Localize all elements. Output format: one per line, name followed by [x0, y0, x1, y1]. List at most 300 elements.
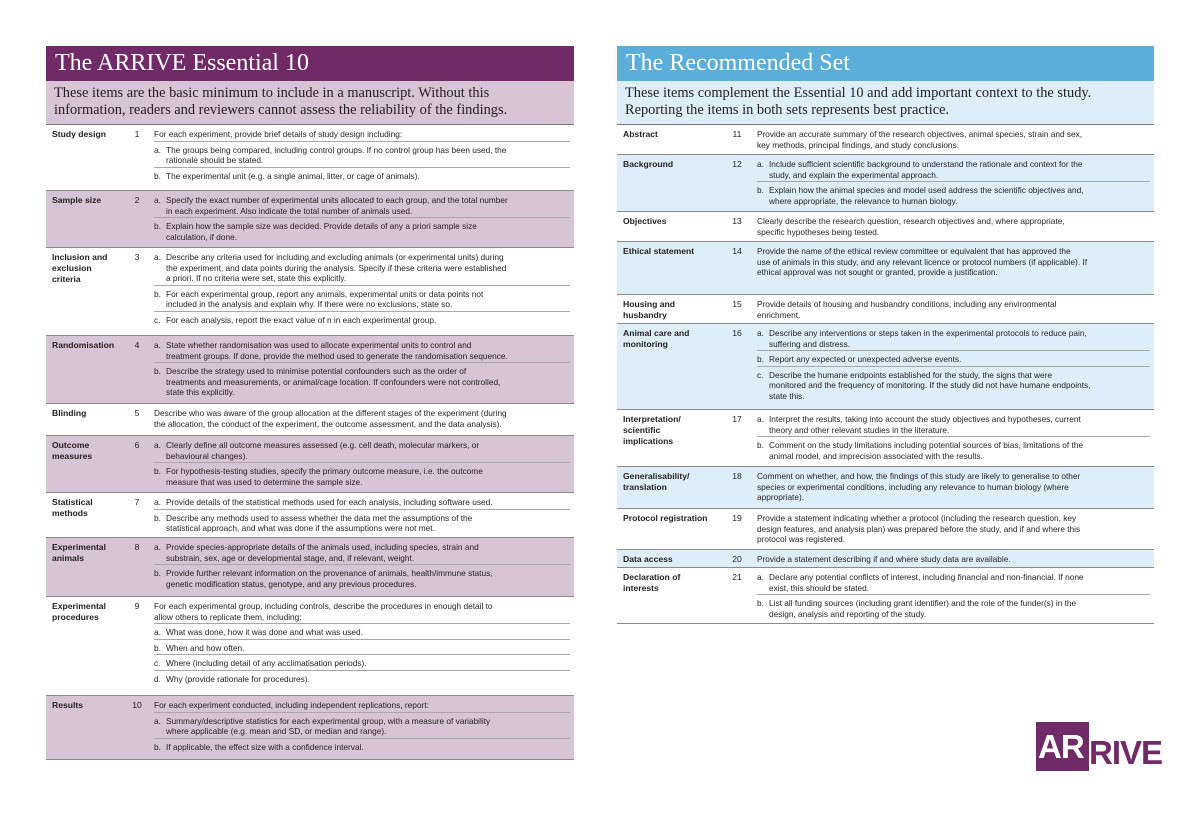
item-number: 13: [732, 216, 742, 226]
item-label: [623, 299, 733, 321]
item-label-line: Data access: [623, 554, 673, 564]
description-text: species or experimental conditions, including any relevance to human biology (where: [757, 481, 1069, 492]
description-line: [154, 221, 570, 232]
sub-item-marker: b.: [154, 221, 161, 231]
checklist-item: [617, 467, 1154, 509]
item-label-line: procedures: [52, 612, 99, 622]
description-line: [154, 700, 570, 711]
sub-item-marker: b.: [154, 288, 161, 299]
description-line: [757, 196, 1150, 207]
description-text: ethical approval was not sought or granted, provide a justification.: [757, 267, 998, 277]
sub-item-divider: [154, 564, 570, 565]
sub-item-marker: b.: [154, 466, 161, 476]
item-number: 17: [732, 414, 742, 424]
sub-item-marker: c.: [757, 369, 764, 380]
sub-item-marker: b.: [154, 170, 161, 181]
description-text: the allocation, the conduct of the experiment, the outcome assessment, and the data analysis).: [154, 418, 502, 429]
sub-item-marker: a.: [154, 497, 161, 507]
description-line: [154, 568, 570, 579]
description-line: [757, 170, 1150, 181]
description-line: [757, 583, 1150, 594]
description-line: [154, 579, 570, 590]
item-label-line: animals: [52, 553, 85, 563]
description-line: [757, 598, 1150, 609]
item-number: 6: [134, 440, 140, 450]
sub-item-marker: a.: [154, 440, 161, 450]
description-text: calculation, if done.: [166, 231, 238, 242]
description-text: For hypothesis-testing studies, specify the primary outcome measure, i.e. the outcome: [166, 466, 483, 476]
item-number: 19: [732, 513, 742, 523]
checklist-item: [46, 597, 574, 696]
item-label-line: Statistical: [52, 497, 93, 507]
description-line: [154, 129, 570, 140]
item-label-line: monitoring: [623, 339, 668, 349]
item-label-line: Protocol registration: [623, 513, 708, 523]
description-text: Describe any methods used to assess whether the data met the assumptions of the: [166, 512, 473, 523]
description-text: If applicable, the effect size with a confidence interval.: [166, 741, 364, 752]
description-text: For each experimental group, report any animals, experimental units or data points not: [166, 288, 484, 299]
description-text: Provide details of housing and husbandry conditions, including any environmental: [757, 299, 1057, 309]
item-label-line: translation: [623, 482, 667, 492]
description-line: [154, 351, 570, 362]
item-label-line: Outcome: [52, 440, 90, 450]
item-label-line: Experimental: [52, 542, 106, 552]
item-label: [623, 554, 733, 565]
item-number: 4: [134, 340, 140, 350]
item-label-line: Inclusion and: [52, 252, 108, 262]
description-text: Provide further relevant information on the provenance of animals, health/immune status,: [166, 568, 493, 578]
checklist-item: [46, 696, 574, 760]
description-text: monitored and the frequency of monitoring. If the study did not have humane endpoints,: [769, 380, 1091, 390]
description-text: Clearly describe the research question, research objectives and, where appropriate,: [757, 216, 1065, 226]
recommended-set-title: The Recommended Set: [617, 46, 1154, 81]
description-line: [154, 643, 570, 654]
description-text: statistical approach, and what was done if the assumptions were not met.: [166, 523, 435, 533]
description-text: For each analysis, report the exact value of n in each experimental group.: [166, 314, 437, 325]
description-text: State whether randomisation was used to allocate experimental units to control and: [166, 340, 472, 350]
item-label: [52, 195, 132, 206]
description-text: Specify the exact number of experimental units allocated to each group, and the total number: [166, 195, 508, 205]
item-label-line: Generalisability/: [623, 471, 690, 481]
description-text: protocol was registered.: [757, 534, 846, 544]
description-text: Provide an accurate summary of the research objectives, animal species, strain and sex,: [757, 129, 1083, 139]
item-label: [52, 601, 132, 623]
description-text: Describe the strategy used to minimise potential confounders such as the order of: [166, 366, 467, 376]
description-line: [154, 263, 570, 274]
checklist-item: [46, 436, 574, 493]
description-text: where applicable (e.g. mean and SD, or median and range).: [166, 726, 387, 736]
description-line: [757, 492, 1150, 503]
checklist-item: [46, 336, 574, 404]
item-number: 1: [134, 129, 140, 139]
description-line: [154, 658, 570, 669]
description-text: Describe the humane endpoints established for the study, the signs that were: [769, 369, 1053, 380]
description-text: Report any expected or unexpected adverse events.: [769, 354, 962, 364]
sub-item-divider: [154, 509, 570, 510]
sub-item-marker: b.: [154, 568, 161, 578]
description-line: [757, 216, 1150, 227]
checklist-item: [617, 155, 1154, 212]
description-line: [154, 477, 570, 488]
checklist-item: [617, 212, 1154, 242]
description-line: [154, 273, 570, 284]
item-number: 15: [732, 299, 742, 309]
item-number: 3: [134, 252, 140, 262]
description-line: [757, 534, 1150, 545]
description-line: [154, 171, 570, 182]
description-line: [757, 440, 1150, 451]
recommended-set-subtitle: [617, 81, 1154, 125]
item-label-line: exclusion: [52, 263, 92, 273]
item-label: [623, 129, 733, 140]
description-line: [154, 232, 570, 243]
description-text: Provide species-appropriate details of the animals used, including species, strain and: [166, 542, 479, 552]
description-text: specific hypotheses being tested.: [757, 226, 880, 237]
description-line: [154, 451, 570, 462]
description-line: [757, 414, 1150, 425]
item-label: [623, 414, 733, 447]
subtitle-line: These items complement the Essential 10 and add important context to the study.: [625, 85, 1092, 101]
checklist-item: [617, 242, 1154, 295]
description-line: [757, 554, 1150, 565]
description-line: [154, 716, 570, 727]
description-text: study, and explain the experimental approach.: [769, 169, 939, 180]
item-label-line: criteria: [52, 274, 81, 284]
description-line: [757, 471, 1150, 482]
description-text: Clearly define all outcome measures assessed (e.g. cell death, molecular markers, or: [166, 440, 480, 450]
item-label: [52, 252, 132, 285]
sub-item-divider: [154, 285, 570, 286]
sub-item-divider: [154, 141, 570, 142]
checklist-item: [46, 191, 574, 248]
description-line: [154, 674, 570, 685]
sub-item-marker: a.: [154, 144, 161, 155]
description-text: Summary/descriptive statistics for each experimental group, with a measure of variability: [166, 715, 491, 726]
item-label: [52, 700, 132, 711]
item-label: [52, 542, 132, 564]
description-text: For each experiment, provide brief details of study design including:: [154, 129, 403, 139]
description-text: Describe any interventions or steps taken in the experimental protocols to reduce pain,: [769, 328, 1087, 338]
item-label-line: Randomisation: [52, 340, 115, 350]
description-line: [757, 299, 1150, 310]
checklist-item: [617, 295, 1154, 324]
description-text: List all funding sources (including grant identifier) and the role of the funder(s) in the: [769, 598, 1077, 608]
description-text: key methods, principal findings, and study conclusions.: [757, 139, 960, 150]
description-text: allow others to replicate them, including:: [154, 611, 302, 622]
description-line: [154, 366, 570, 377]
item-label: [623, 216, 733, 227]
description-text: For each experiment conducted, including independent replications, report:: [154, 700, 429, 710]
subtitle-line: Reporting the items in both sets represents best practice.: [625, 101, 950, 118]
item-label-line: methods: [52, 508, 88, 518]
description-text: What was done, how it was done and what was used.: [166, 627, 363, 637]
description-line: [154, 523, 570, 534]
sub-item-divider: [154, 623, 570, 624]
subtitle-line: These items are the basic minimum to include in a manuscript. Without this: [54, 85, 490, 101]
sub-item-marker: a.: [154, 627, 161, 637]
checklist-item: [46, 248, 574, 336]
description-text: genetic modification status, genotype, and any previous procedures.: [166, 578, 417, 589]
description-line: [757, 159, 1150, 170]
description-text: Comment on the study limitations including potential sources of bias, limitations of the: [769, 440, 1084, 450]
description-line: [154, 340, 570, 351]
item-number: 9: [134, 601, 140, 611]
description-text: For each experimental group, including controls, describe the procedures in enough detail to: [154, 601, 493, 611]
sub-item-marker: b.: [154, 741, 161, 752]
sub-item-marker: b.: [154, 366, 161, 376]
description-text: exist, this should be stated.: [769, 582, 870, 593]
essential-10-title: The ARRIVE Essential 10: [46, 46, 574, 81]
description-text: Comment on whether, and how, the findings of this study are likely to generalise to other: [757, 471, 1081, 481]
item-label-line: Declaration of: [623, 572, 681, 582]
description-text: animal model, and imprecision associated with the results.: [769, 450, 983, 461]
description-text: design, analysis and reporting of the study.: [769, 608, 927, 619]
description-text: Explain how the animal species and model used address the scientific objectives and,: [769, 185, 1084, 195]
item-label-line: Objectives: [623, 216, 667, 226]
description-line: [757, 185, 1150, 196]
item-label: [52, 497, 132, 519]
description-text: included in the analysis and explain why. If there were no exclusions, state so.: [166, 299, 453, 309]
description-text: Provide a statement indicating whether a protocol (including the research question, key: [757, 513, 1077, 523]
description-line: [154, 299, 570, 310]
description-line: [757, 513, 1150, 524]
description-text: behavioural changes).: [166, 450, 248, 461]
checklist-item: [617, 550, 1154, 568]
description-line: [154, 513, 570, 524]
description-text: in each experiment. Also indicate the total number of animals used.: [166, 205, 413, 216]
sub-item-marker: b.: [757, 185, 764, 195]
item-label-line: Study design: [52, 129, 106, 139]
sub-item-divider: [154, 712, 570, 713]
description-line: [154, 145, 570, 156]
description-line: [154, 742, 570, 753]
description-text: Why (provide rationale for procedures).: [166, 673, 310, 684]
item-number: 14: [732, 246, 742, 256]
description-line: [757, 609, 1150, 620]
arrive-logo: [1036, 722, 1163, 771]
description-line: [757, 380, 1150, 391]
recommended-set-list: [617, 125, 1154, 624]
description-text: Provide the name of the ethical review committee or equivalent that has approved the: [757, 246, 1071, 256]
description-line: [154, 542, 570, 553]
item-number: 8: [134, 542, 140, 552]
sub-item-marker: d.: [154, 673, 161, 684]
item-label-line: Ethical statement: [623, 246, 695, 256]
item-number: 10: [132, 700, 142, 710]
description-line: [154, 377, 570, 388]
description-text: The groups being compared, including control groups. If no control group has been used, the: [166, 144, 507, 155]
description-text: suffering and distress.: [769, 338, 851, 349]
checklist-item: [617, 568, 1154, 624]
sub-item-marker: b.: [757, 354, 764, 364]
sub-item-marker: b.: [757, 440, 764, 450]
sub-item-divider: [154, 362, 570, 363]
item-label: [623, 159, 733, 170]
sub-item-divider: [154, 167, 570, 168]
description-text: the experiment, and data points during the analysis. Specify if these criteria were established: [166, 262, 507, 273]
description-line: [154, 155, 570, 166]
sub-item-marker: a.: [154, 252, 161, 262]
sub-item-divider: [154, 654, 570, 655]
description-text: The experimental unit (e.g. a single animal, litter, or cage of animals).: [166, 170, 420, 181]
description-text: measure that was used to determine the sample size.: [166, 476, 363, 487]
item-label-line: Housing and: [623, 299, 676, 309]
sub-item-marker: a.: [757, 572, 764, 582]
item-number: 2: [134, 195, 140, 205]
sub-item-divider: [757, 350, 1150, 351]
item-label: [623, 471, 733, 493]
item-label-line: Blinding: [52, 408, 87, 418]
description-line: [757, 328, 1150, 339]
recommended-set-section: [617, 46, 1154, 624]
description-text: Describe who was aware of the group allocation at the different stages of the experiment (during: [154, 408, 507, 418]
description-text: treatment groups. If done, provide the method used to generate the randomisation sequence.: [166, 350, 508, 361]
description-text: state this.: [769, 390, 805, 401]
description-text: Explain how the sample size was decided. Provide details of any a priori sample size: [166, 221, 477, 231]
item-label: [52, 408, 132, 419]
description-line: [757, 391, 1150, 402]
sub-item-divider: [757, 594, 1150, 595]
item-label: [52, 340, 132, 351]
item-label-line: Results: [52, 700, 84, 710]
item-label-line: Abstract: [623, 129, 658, 139]
item-number: 12: [732, 159, 742, 169]
checklist-item: [617, 125, 1154, 155]
sub-item-marker: a.: [154, 195, 161, 205]
description-line: [757, 524, 1150, 535]
item-label-line: husbandry: [623, 310, 667, 320]
description-line: [757, 140, 1150, 151]
description-line: [757, 425, 1150, 436]
sub-item-marker: a.: [757, 328, 764, 338]
description-line: [757, 246, 1150, 257]
description-text: enrichment.: [757, 309, 801, 320]
description-line: [757, 354, 1150, 365]
description-text: design features, and analysis plan) was prepared before the study, and if and where this: [757, 523, 1081, 534]
description-line: [757, 310, 1150, 321]
subtitle-line: information, readers and reviewers cannot assess the reliability of the findings.: [54, 101, 508, 118]
item-number: 21: [732, 572, 742, 582]
item-label: [52, 440, 132, 462]
checklist-item: [46, 125, 574, 191]
item-label-line: Interpretation/: [623, 414, 681, 424]
checklist-item: [617, 410, 1154, 467]
description-text: When and how often.: [166, 642, 245, 653]
description-line: [154, 497, 570, 508]
description-text: Declare any potential conflicts of interest, including financial and non-financial. If none: [769, 572, 1084, 582]
description-line: [154, 627, 570, 638]
description-line: [154, 315, 570, 326]
item-label: [623, 246, 733, 257]
description-text: theory and other relevant studies in the literature.: [769, 424, 950, 435]
essential-10-section: [46, 46, 574, 760]
description-line: [154, 252, 570, 263]
sub-item-marker: a.: [757, 159, 764, 169]
item-label-line: Experimental: [52, 601, 106, 611]
description-line: [154, 726, 570, 737]
description-line: [757, 129, 1150, 140]
description-text: state this explicitly.: [166, 387, 235, 397]
item-label: [623, 572, 733, 594]
item-label-line: Sample size: [52, 195, 102, 205]
sub-item-divider: [757, 436, 1150, 437]
sub-item-marker: a.: [757, 414, 764, 424]
sub-item-marker: a.: [154, 542, 161, 552]
description-line: [154, 601, 570, 612]
description-line: [757, 267, 1150, 278]
item-number: 20: [732, 554, 742, 564]
sub-item-marker: b.: [154, 642, 161, 653]
checklist-item: [46, 538, 574, 597]
item-label: [52, 129, 132, 140]
description-line: [757, 257, 1150, 268]
description-line: [757, 370, 1150, 381]
item-number: 7: [134, 497, 140, 507]
description-line: [154, 206, 570, 217]
description-line: [154, 419, 570, 430]
description-text: where appropriate, the relevance to human biology.: [769, 195, 958, 206]
sub-item-divider: [154, 217, 570, 218]
sub-item-marker: a.: [154, 340, 161, 350]
description-line: [154, 440, 570, 451]
description-text: Provide details of the statistical methods used for each analysis, including software used.: [166, 497, 493, 507]
essential-10-list: [46, 125, 574, 760]
checklist-item: [617, 324, 1154, 410]
description-line: [154, 387, 570, 398]
checklist-item: [46, 493, 574, 538]
description-text: Include sufficient scientific background to understand the rationale and context for the: [769, 159, 1083, 169]
sub-item-marker: b.: [757, 598, 764, 608]
description-text: substrain, sex, age or developmental stage, and, if relevant, weight.: [166, 552, 415, 563]
description-text: Where (including detail of any acclimatisation periods).: [166, 658, 367, 668]
description-line: [154, 289, 570, 300]
description-text: a priori. If no criteria were set, state this explicitly.: [166, 273, 347, 283]
description-text: treatments and measurements, or animal/cage location. If confounders were not controlled,: [166, 376, 501, 387]
description-line: [154, 612, 570, 623]
description-text: Provide a statement describing if and where study data are available.: [757, 554, 1011, 564]
sub-item-divider: [757, 181, 1150, 182]
description-line: [757, 572, 1150, 583]
sub-item-marker: b.: [154, 512, 161, 523]
logo-rive-text: RIVE: [1089, 734, 1163, 771]
sub-item-divider: [757, 366, 1150, 367]
sub-item-marker: a.: [154, 715, 161, 726]
description-line: [154, 553, 570, 564]
description-line: [154, 408, 570, 419]
checklist-item: [46, 404, 574, 436]
description-line: [154, 195, 570, 206]
checklist-item: [617, 509, 1154, 550]
item-number: 5: [134, 408, 140, 418]
sub-item-marker: c.: [154, 658, 161, 668]
description-line: [154, 466, 570, 477]
logo-ar-block: AR: [1036, 722, 1089, 771]
description-text: Describe any criteria used for including and excluding animals (or experimental units) during: [166, 252, 504, 262]
sub-item-divider: [154, 462, 570, 463]
description-line: [757, 227, 1150, 238]
description-text: appropriate).: [757, 492, 805, 502]
item-label-line: Background: [623, 159, 674, 169]
description-line: [757, 451, 1150, 462]
item-number: 16: [732, 328, 742, 338]
item-label-line: measures: [52, 451, 93, 461]
item-label-line: Animal care and: [623, 328, 690, 338]
description-line: [757, 339, 1150, 350]
sub-item-divider: [154, 311, 570, 312]
item-label-line: interests: [623, 583, 659, 593]
description-line: [757, 482, 1150, 493]
item-number: 18: [732, 471, 742, 481]
